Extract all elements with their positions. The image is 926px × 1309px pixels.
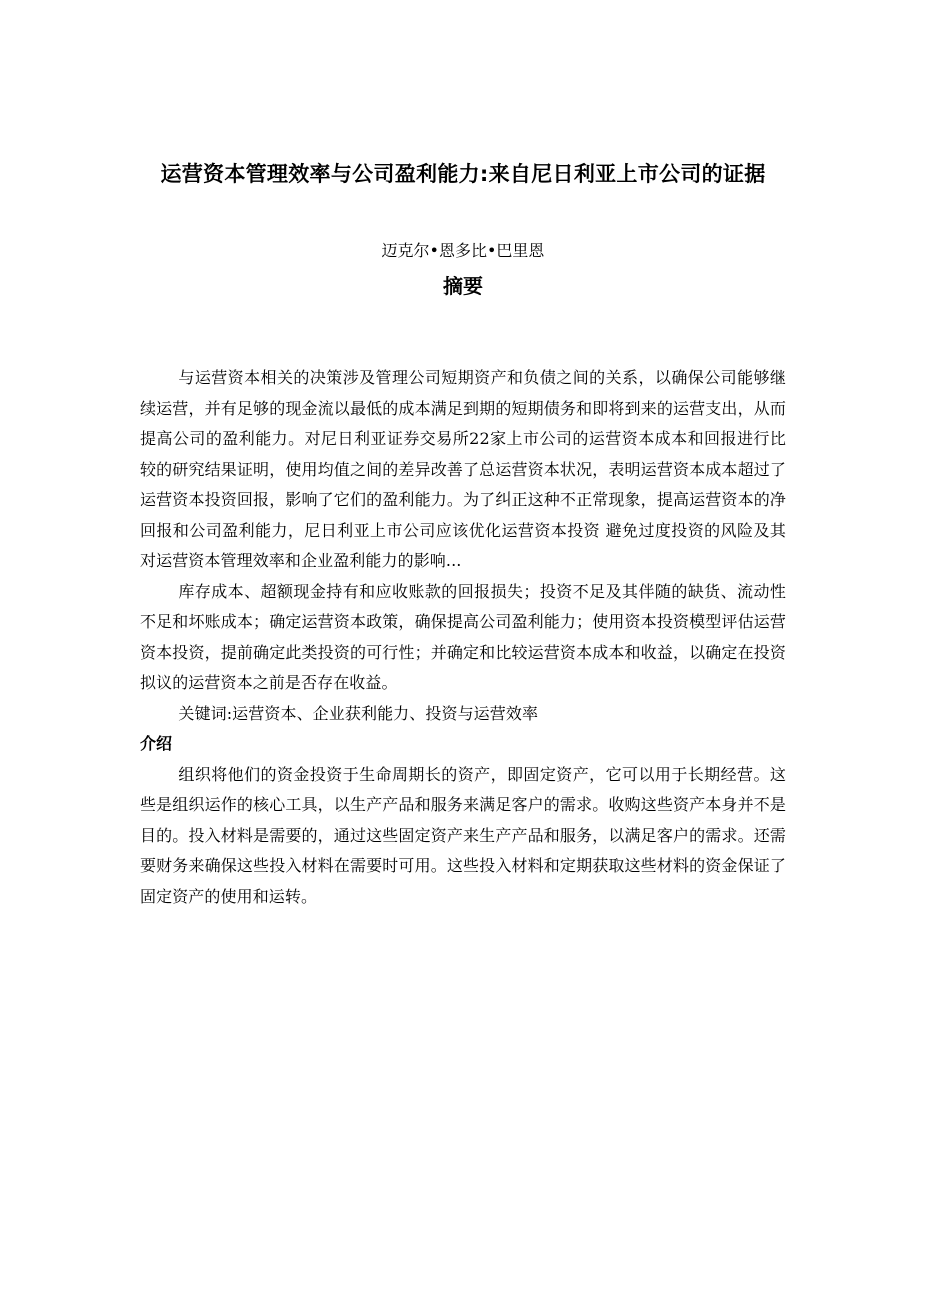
abstract-section xyxy=(140,363,786,729)
document-page xyxy=(140,150,786,912)
abstract-paragraph: 库存成本、超额现金持有和应收账款的回报损失；投资不足及其伴随的缺货、流动性不足和坏账成本；确定运营资本政策，确保提高公司盈利能力；使用资本投资模型评估运营资本投资，提前确定此类投资的可行性；并确定和比较运营资本成本和收益，以确定在投资拟议的运营资本之前是否存在收益。 xyxy=(140,581,786,692)
intro-heading: 介绍 xyxy=(140,734,173,753)
paper-author: 迈克尔•恩多比•巴里恩 xyxy=(381,241,545,260)
abstract-paragraph: 与运营资本相关的决策涉及管理公司短期资产和负债之间的关系，以确保公司能够继续运营，并有足够的现金流以最低的成本满足到期的短期债务和即将到来的运营支出，从而提高公司的盈利能力。对尼日利亚证券交易所22家上市公司的运营资本成本和回报进行比较的研究结果证明，使用均值之间的差异改善了总运营资本状况，表明运营资本成本超过了运营资本投资回报，影响了它们的盈利能力。为了纠正这种不正常现象，提高运营资本的净回报和公司盈利能力，尼日利亚上市公司应该优化运营资本投资 避免过度投资的风险及其对运营资本管理效率和企业盈利能力的影响... xyxy=(140,368,786,570)
paper-title: 运营资本管理效率与公司盈利能力:来自尼日利亚上市公司的证据 xyxy=(160,162,766,186)
abstract-heading: 摘要 xyxy=(443,274,483,298)
intro-paragraph: 组织将他们的资金投资于生命周期长的资产，即固定资产，它可以用于长期经营。这些是组织运作的核心工具，以生产产品和服务来满足客户的需求。收购这些资产本身并不是目的。投入材料是需要的，通过这些固定资产来生产产品和服务，以满足客户的需求。还需要财务来确保这些投入材料在需要时可用。这些投入材料和定期获取这些材料的资金保证了固定资产的使用和运转。 xyxy=(140,764,786,906)
keywords-line: 关键词:运营资本、企业获利能力、投资与运营效率 xyxy=(178,703,539,723)
